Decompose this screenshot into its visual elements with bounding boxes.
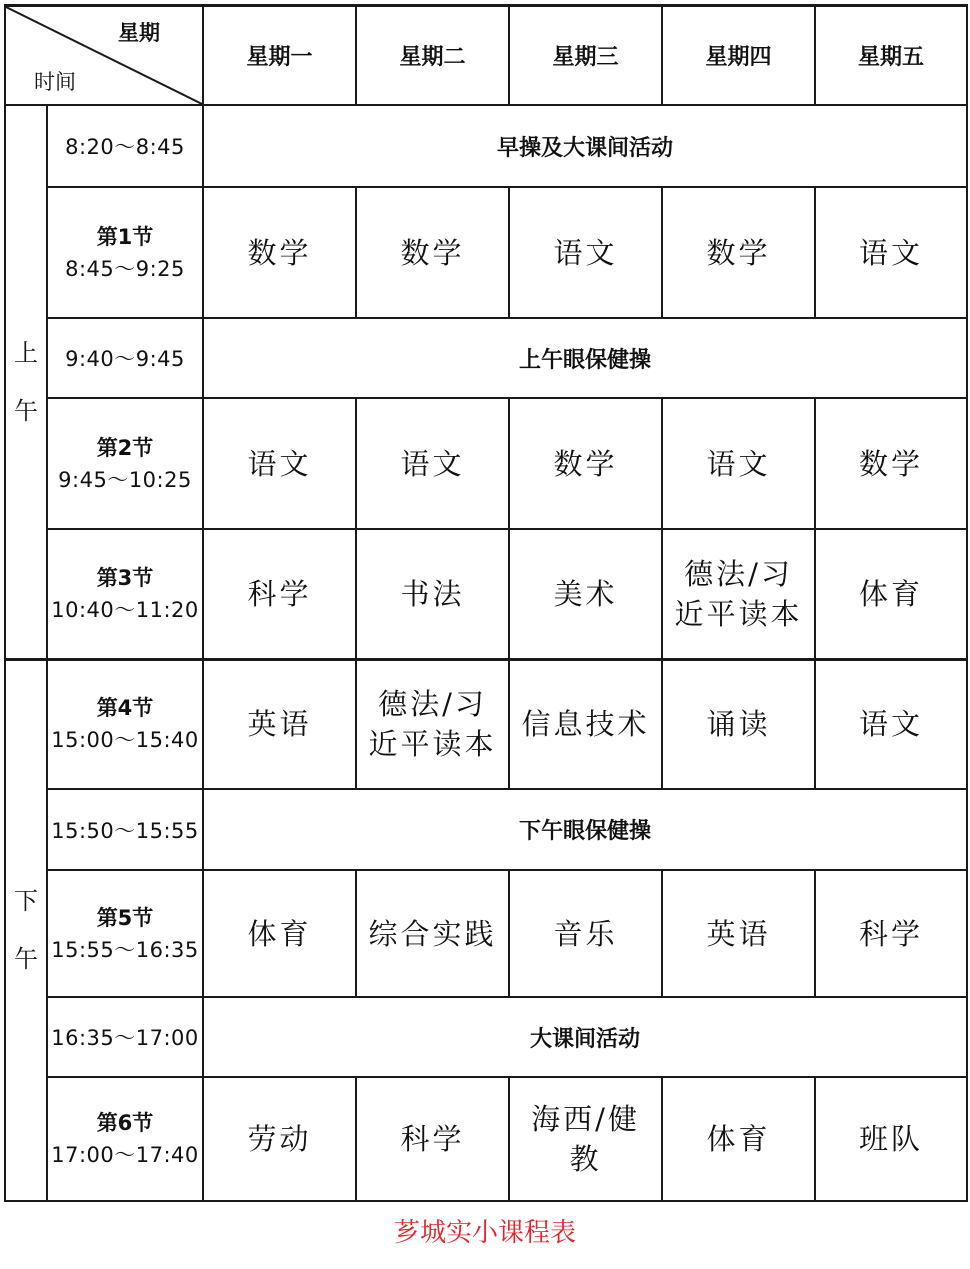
day-header-thu: 星期四 — [662, 6, 815, 106]
subject-cell: 语文 — [662, 398, 815, 529]
corner-cell — [5, 6, 203, 106]
period-number: 第1节 — [96, 224, 154, 249]
subject-cell: 体育 — [662, 1077, 815, 1201]
subject-cell: 科学 — [356, 1077, 509, 1201]
half-label-morning: 上 午 — [5, 105, 47, 659]
subject-cell: 数学 — [815, 398, 967, 529]
day-header-mon: 星期一 — [203, 6, 356, 106]
subject-line: 德法/习 — [378, 687, 487, 722]
subject-cell: 科学 — [203, 529, 356, 659]
header-row — [5, 6, 967, 106]
subject-cell — [662, 529, 815, 659]
subject-cell: 综合实践 — [356, 870, 509, 997]
table-row — [5, 1077, 967, 1201]
subject-cell — [356, 659, 509, 789]
subject-cell: 美术 — [509, 529, 662, 659]
period-number: 第2节 — [96, 435, 154, 460]
subject-cell: 英语 — [203, 659, 356, 789]
period-cell — [47, 870, 203, 997]
subject-cell: 体育 — [203, 870, 356, 997]
period-number: 第4节 — [96, 696, 154, 721]
activity-cell: 大课间活动 — [203, 997, 967, 1077]
period-time: 8:45～9:25 — [65, 256, 185, 281]
table-row — [5, 789, 967, 870]
subject-cell: 班队 — [815, 1077, 967, 1201]
table-row — [5, 398, 967, 529]
subject-line: 海西/健 — [531, 1102, 640, 1136]
period-number: 第3节 — [96, 565, 154, 590]
subject-cell: 英语 — [662, 870, 815, 997]
corner-time-label: 时间 — [34, 70, 76, 94]
subject-cell: 数学 — [203, 187, 356, 318]
subject-cell: 语文 — [815, 659, 967, 789]
activity-cell: 下午眼保健操 — [203, 789, 967, 870]
table-row — [5, 870, 967, 997]
day-header-fri: 星期五 — [815, 6, 967, 106]
half-label-afternoon: 下 午 — [5, 659, 47, 1201]
corner-week-label: 星期 — [118, 21, 160, 45]
day-header-wed: 星期三 — [509, 6, 662, 106]
period-cell — [47, 529, 203, 659]
period-time: 15:00～15:40 — [51, 728, 199, 753]
table-row — [5, 659, 967, 789]
subject-cell: 科学 — [815, 870, 967, 997]
subject-cell: 数学 — [356, 187, 509, 318]
time-cell: 8:20～8:45 — [47, 105, 203, 187]
period-time: 17:00～17:40 — [51, 1143, 199, 1167]
time-cell: 16:35～17:00 — [47, 997, 203, 1077]
period-time: 9:45～10:25 — [58, 467, 192, 492]
subject-cell: 音乐 — [509, 870, 662, 997]
caption: 芗城实小课程表 — [393, 1218, 576, 1248]
subject-line: 近平读本 — [368, 727, 497, 762]
day-header-tue: 星期二 — [356, 6, 509, 106]
table-row — [5, 105, 967, 187]
subject-cell: 语文 — [356, 398, 509, 529]
time-cell: 9:40～9:45 — [47, 318, 203, 398]
subject-cell: 劳动 — [203, 1077, 356, 1201]
timetable — [4, 4, 968, 1202]
period-cell — [47, 1077, 203, 1201]
activity-cell: 早操及大课间活动 — [203, 105, 967, 187]
subject-cell: 语文 — [203, 398, 356, 529]
period-number: 第6节 — [96, 1111, 154, 1135]
subject-cell: 信息技术 — [509, 659, 662, 789]
subject-cell: 体育 — [815, 529, 967, 659]
subject-cell: 语文 — [509, 187, 662, 318]
subject-cell — [509, 1077, 662, 1201]
table-row — [5, 997, 967, 1077]
period-time: 15:55～16:35 — [51, 937, 199, 962]
period-time: 10:40～11:20 — [51, 597, 199, 622]
period-cell — [47, 187, 203, 318]
subject-line: 德法/习 — [684, 556, 793, 591]
table-row — [5, 529, 967, 659]
subject-cell: 书法 — [356, 529, 509, 659]
subject-cell: 数学 — [662, 187, 815, 318]
time-cell: 15:50～15:55 — [47, 789, 203, 870]
period-number: 第5节 — [96, 905, 154, 930]
activity-cell: 上午眼保健操 — [203, 318, 967, 398]
period-cell — [47, 398, 203, 529]
table-row — [5, 187, 967, 318]
subject-cell: 语文 — [815, 187, 967, 318]
subject-cell: 诵读 — [662, 659, 815, 789]
subject-line: 近平读本 — [674, 596, 803, 631]
subject-cell: 数学 — [509, 398, 662, 529]
period-cell — [47, 659, 203, 789]
subject-line: 教 — [569, 1142, 602, 1176]
table-row — [5, 318, 967, 398]
